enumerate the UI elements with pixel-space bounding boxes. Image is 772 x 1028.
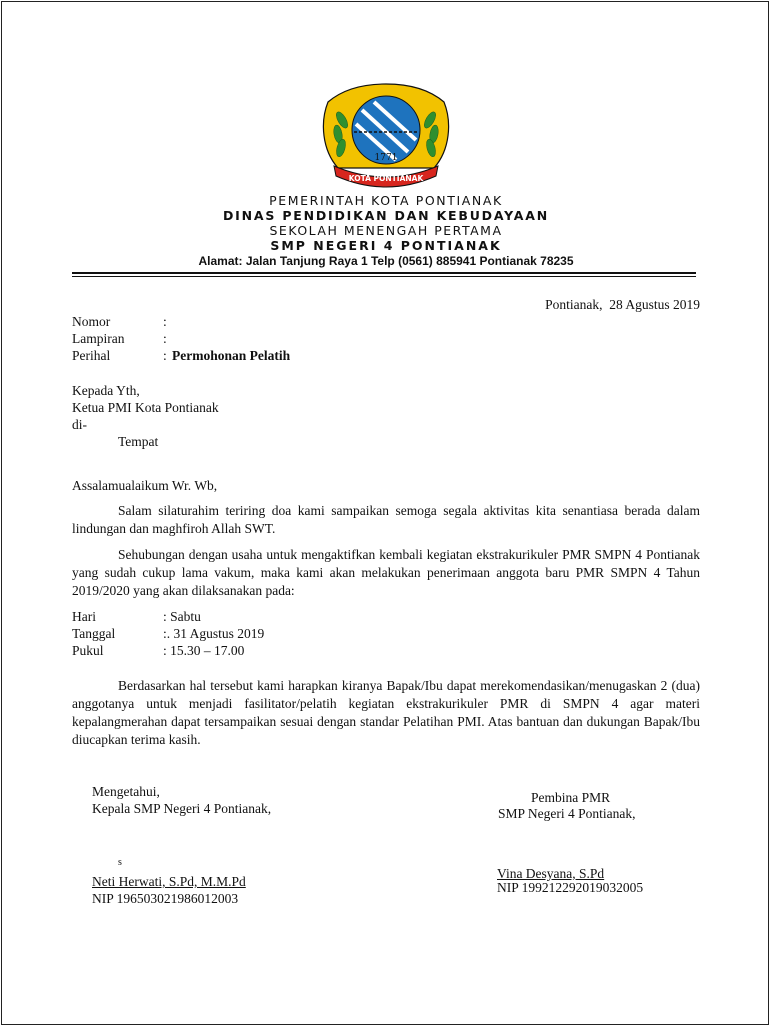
letterhead-department: DINAS PENDIDIKAN DAN KEBUDAYAAN <box>223 208 549 223</box>
letterhead-school-level: SEKOLAH MENENGAH PERTAMA <box>269 223 503 238</box>
paragraph-sehubungan-text: Sehubungan dengan usaha untuk mengaktifkan kembali kegiatan ekstrakurikuler PMR SMPN 4 Pontianak yang sudah cukup lama vakum, maka kami akan melakukan penerimaan anggota baru PMR SMPN 4 Tahun 2019/2020 yang akan dilaksanakan pada: <box>72 547 700 598</box>
letterhead-address: Alamat: Jalan Tanjung Raya 1 Telp (0561) 885941 Pontianak 78235 <box>198 254 574 268</box>
meta-label-nomor: Nomor <box>72 314 111 329</box>
schedule-value-tanggal: :. 31 Agustus 2019 <box>163 626 265 641</box>
recipient-line-ketua: Ketua PMI Kota Pontianak <box>72 400 219 415</box>
kota-pontianak-seal-logo <box>312 80 460 192</box>
letter-date: Pontianak, 28 Agustus 2019 <box>545 297 700 312</box>
signature-left-name: Neti Herwati, S.Pd, M.M.Pd <box>92 874 246 889</box>
schedule-label-tanggal: Tanggal <box>72 626 116 641</box>
schedule-value-pukul: : 15.30 – 17.00 <box>163 643 245 658</box>
signature-left-mengetahui: Mengetahui, <box>92 784 160 799</box>
schedule-label-hari: Hari <box>72 609 96 624</box>
signature-right-school: SMP Negeri 4 Pontianak, <box>498 806 636 821</box>
recipient-line-tempat: Tempat <box>118 434 159 449</box>
signature-right-nip: NIP 199212292019032005 <box>497 880 644 895</box>
paragraph-berdasarkan <box>72 677 700 749</box>
meta-sep-lampiran: : <box>163 331 167 346</box>
letterhead-government: PEMERINTAH KOTA PONTIANAK <box>269 193 503 208</box>
meta-sep-nomor: : <box>163 314 167 329</box>
paragraph-sehubungan <box>72 546 700 600</box>
signature-left-nip: NIP 196503021986012003 <box>92 891 239 906</box>
recipient-line-di: di- <box>72 417 87 432</box>
recipient-line-kepada: Kepada Yth, <box>72 383 140 398</box>
letterhead-school-name: SMP NEGERI 4 PONTIANAK <box>270 238 502 253</box>
meta-sep-perihal: : <box>163 348 167 363</box>
letterhead-rule-thick <box>72 272 696 274</box>
greeting: Assalamualaikum Wr. Wb, <box>72 478 218 493</box>
signature-left-title: Kepala SMP Negeri 4 Pontianak, <box>92 801 272 816</box>
signature-right-title: Pembina PMR <box>531 790 611 805</box>
paragraph-berdasarkan-text: Berdasarkan hal tersebut kami harapkan kiranya Bapak/Ibu dapat merekomendasikan/menugaskan 2 (dua) anggotanya untuk menjadi fasilitator/pelatih kegiatan ekstrakurikuler PMR di SMPN 4 agar materi kepalangmerahan dapat tersampaikan sesuai dengan standar Pelatihan PMI. Atas bantuan dan dukungan Bapak/Ibu diucapkan terima kasih. <box>72 678 700 747</box>
signature-right-name: Vina Desyana, S.Pd <box>497 866 605 881</box>
meta-label-lampiran: Lampiran <box>72 331 125 346</box>
meta-value-perihal: Permohonan Pelatih <box>172 348 291 363</box>
paragraph-salam-text: Salam silaturahim teriring doa kami sampaikan semoga segala aktivitas kita senantiasa berada dalam lindungan dan maghfiroh Allah SWT. <box>72 503 700 536</box>
seal-ribbon-text: KOTA PONTIANAK <box>348 174 424 183</box>
paragraph-salam <box>72 502 700 538</box>
schedule-value-hari: : Sabtu <box>163 609 201 624</box>
letterhead-rule-thin <box>72 276 696 277</box>
signature-left-mark: s <box>118 857 122 868</box>
meta-label-perihal: Perihal <box>72 348 111 363</box>
seal-year-text: 1771 <box>374 153 398 163</box>
schedule-label-pukul: Pukul <box>72 643 104 658</box>
